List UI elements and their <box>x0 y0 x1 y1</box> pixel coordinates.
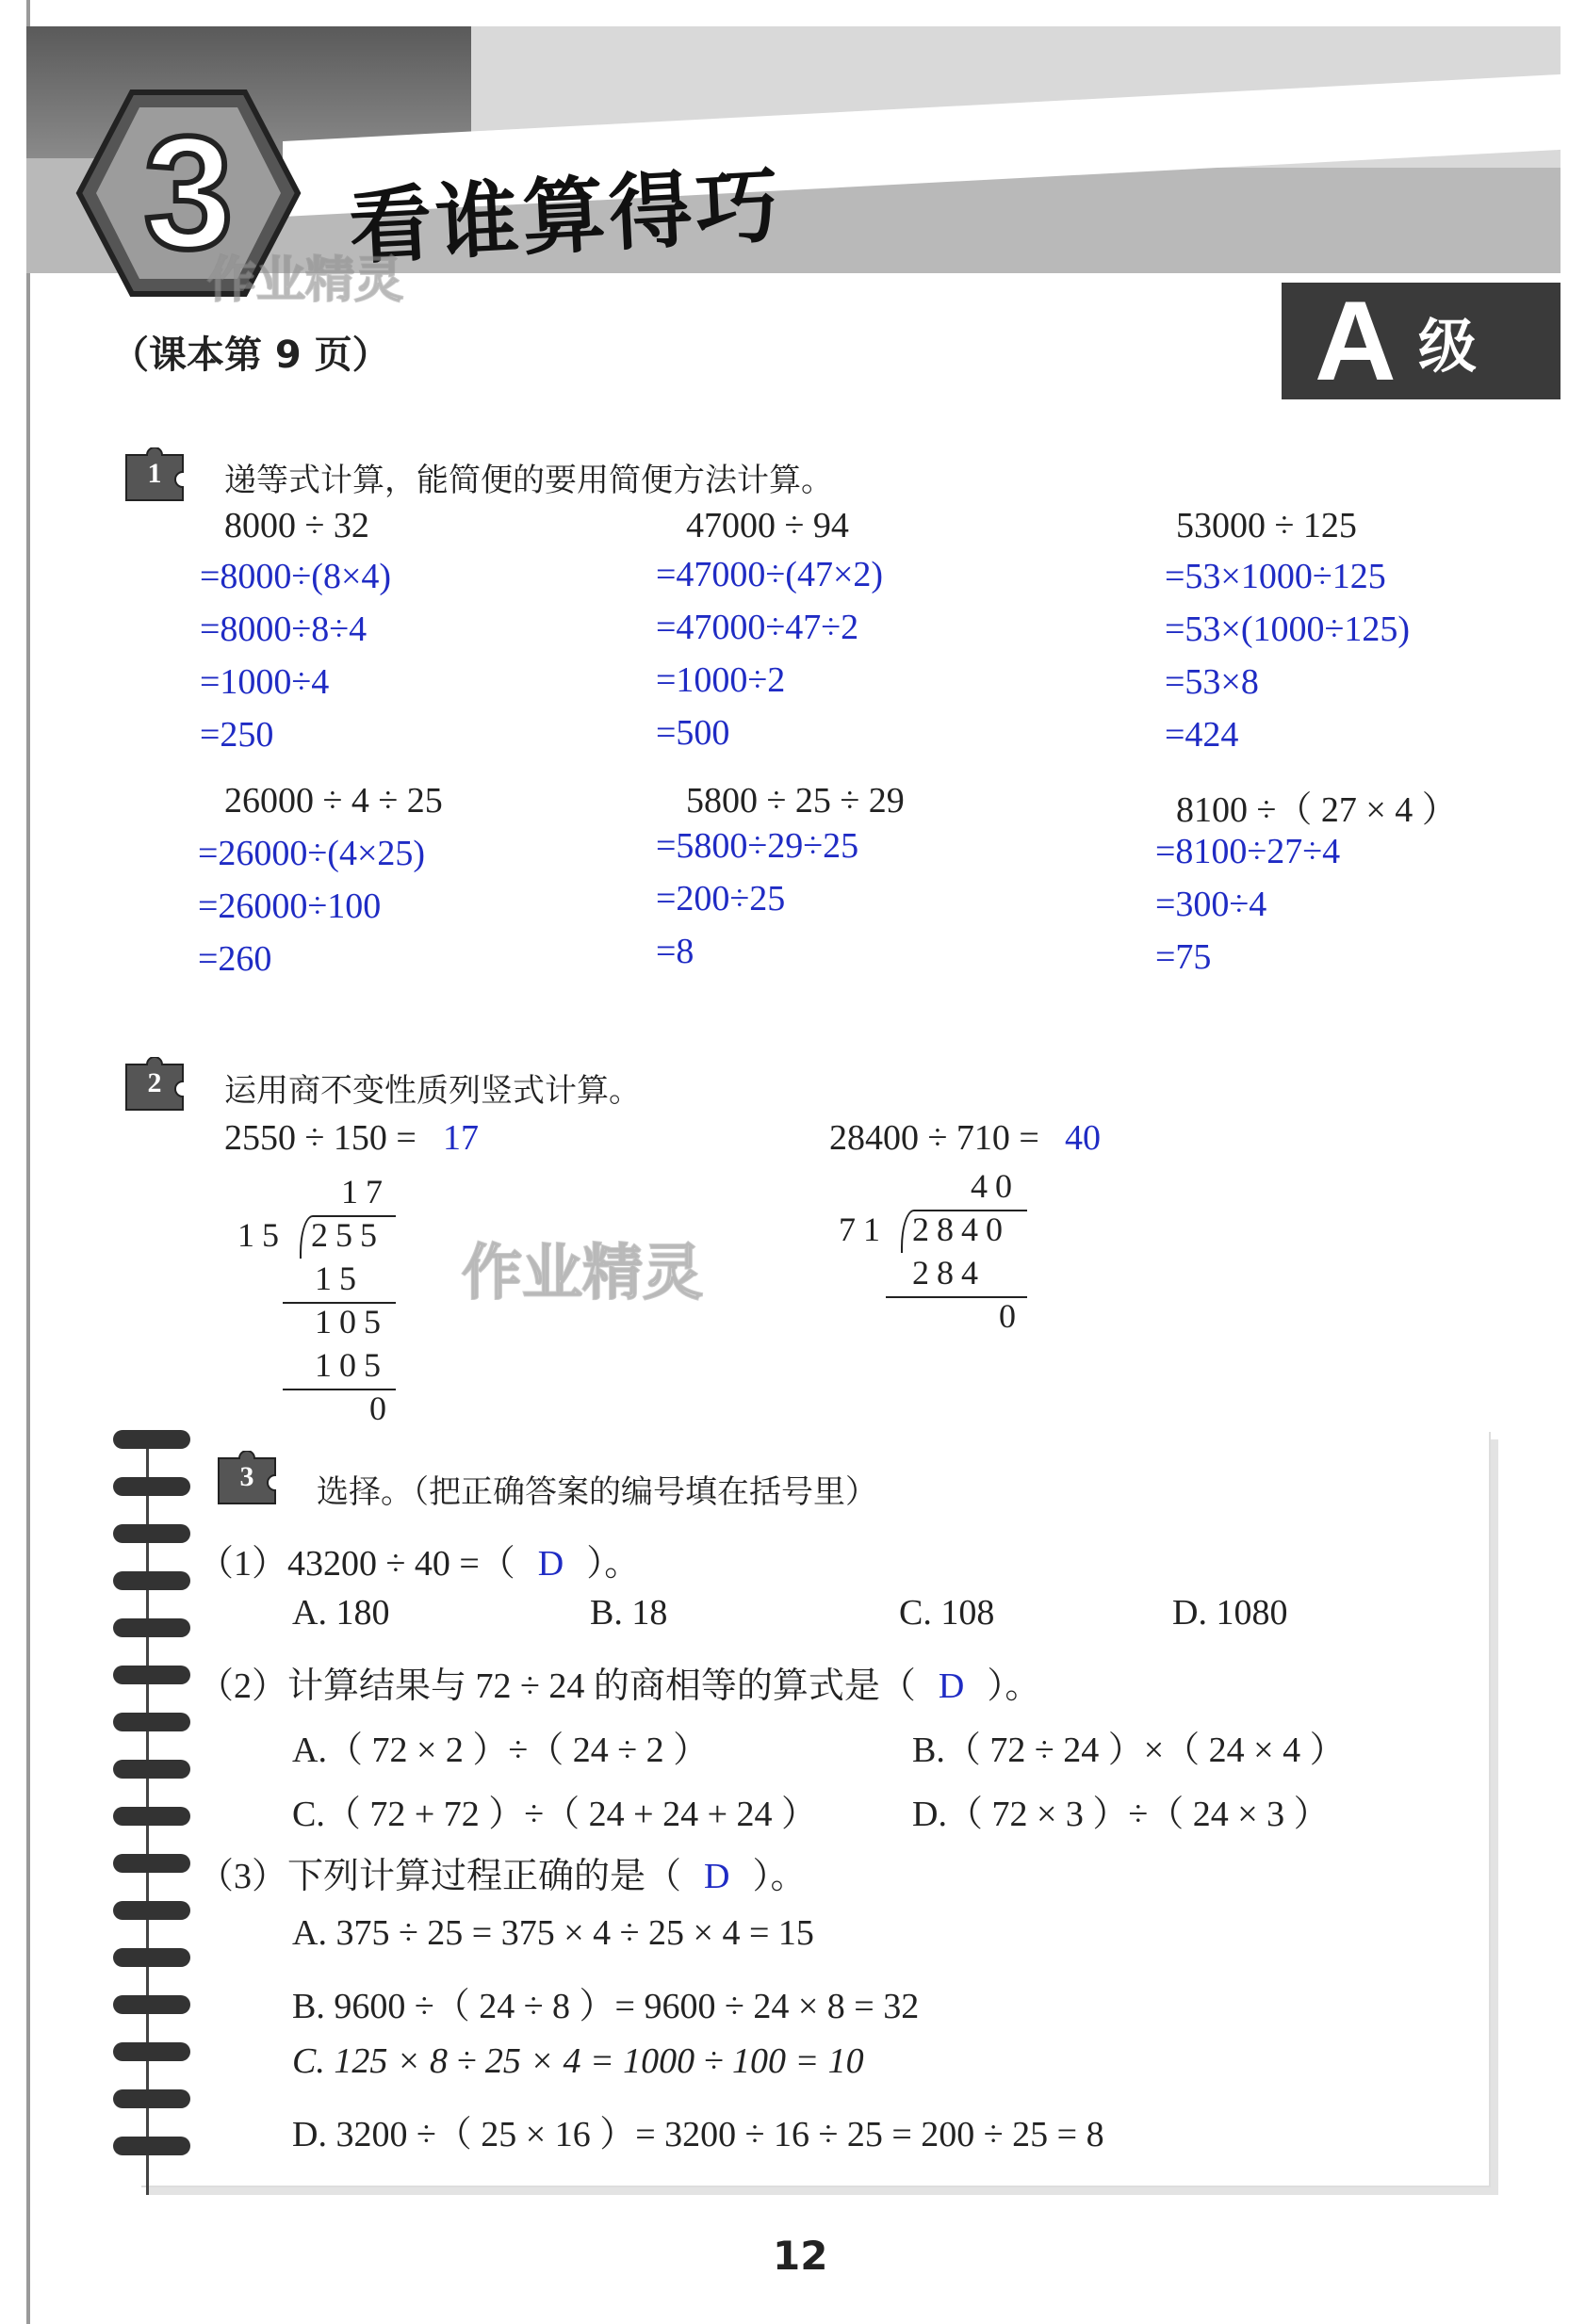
q1-step: =47000÷(47×2) <box>656 555 884 594</box>
level-letter: A <box>1315 278 1397 404</box>
q1-step: =8100÷27÷4 <box>1155 832 1341 871</box>
q2-left-problem: 2550 ÷ 150 = <box>224 1118 417 1158</box>
q2-right-answer: 40 <box>1065 1118 1101 1158</box>
spiral-icon <box>113 2089 190 2108</box>
question-number-1: 1 <box>147 458 162 489</box>
spiral-icon <box>113 1524 190 1543</box>
q3-option: B. 9600 ÷（ 24 ÷ 8 ）= 9600 ÷ 24 × 8 = 32 <box>292 1987 920 2026</box>
q3-item-1-answer: D <box>537 1544 564 1584</box>
q3-option: B. 18 <box>590 1593 668 1633</box>
ld-quotient: 40 <box>971 1167 1020 1205</box>
spiral-icon <box>113 2137 190 2155</box>
spiral-icon <box>113 1430 190 1449</box>
q1-step: =26000÷100 <box>198 886 382 926</box>
question-number-3: 3 <box>239 1461 254 1492</box>
q1-step: =5800÷29÷25 <box>656 826 859 866</box>
q1-problem-4: 26000 ÷ 4 ÷ 25 <box>224 781 443 821</box>
q1-step: =53×8 <box>1165 662 1259 702</box>
ld-dividend: 255 <box>311 1216 384 1254</box>
spiral-icon <box>113 1948 190 1967</box>
spiral-icon <box>113 1666 190 1684</box>
q3-option: A. 375 ÷ 25 = 375 × 4 ÷ 25 × 4 = 15 <box>292 1913 814 1953</box>
question-number-2: 2 <box>147 1067 162 1098</box>
watermark: 作业精灵 <box>462 1239 703 1308</box>
spiral-icon <box>113 1807 190 1826</box>
q1-step: =1000÷4 <box>200 662 330 702</box>
q3-item-2-stem: （2）计算结果与 72 ÷ 24 的商相等的算式是（ D ）。 <box>198 1666 1041 1706</box>
q3-option: D. 1080 <box>1172 1593 1288 1633</box>
spiral-icon <box>113 1571 190 1590</box>
watermark: 作业精灵 <box>207 252 404 309</box>
q1-problem-5: 5800 ÷ 25 ÷ 29 <box>686 781 905 821</box>
q1-step: =26000÷(4×25) <box>198 834 426 873</box>
q1-step: =53×1000÷125 <box>1165 557 1386 596</box>
q1-step: =75 <box>1155 937 1212 977</box>
spiral-icon <box>113 1995 190 2014</box>
q3-option: D. 3200 ÷（ 25 × 16 ）= 3200 ÷ 16 ÷ 25 = 200 ÷ 25 = 8 <box>292 2115 1104 2154</box>
q3-option: B.（ 72 ÷ 24 ）×（ 24 × 4 ） <box>912 1731 1346 1770</box>
ld-divisor: 71 <box>839 1211 888 1248</box>
page-edge <box>26 0 30 2324</box>
q3-option: C. 108 <box>899 1593 995 1633</box>
q1-step: =200÷25 <box>656 879 786 918</box>
ld-row: 0 <box>999 1297 1023 1335</box>
q3-item-1-stem: （1）43200 ÷ 40 =（ D ）。 <box>198 1544 641 1584</box>
q1-instruction: 递等式计算，能简便的要用简便方法计算。 <box>224 462 833 499</box>
q2-instruction: 运用商不变性质列竖式计算。 <box>224 1072 641 1110</box>
spiral-icon <box>113 1477 190 1496</box>
ld-quotient: 17 <box>341 1173 390 1211</box>
page-reference: （课本第 9 页） <box>111 333 390 377</box>
q3-option: A. 180 <box>292 1593 390 1633</box>
q2-right-problem: 28400 ÷ 710 = <box>829 1118 1039 1158</box>
q3-item-3-stem: （3）下列计算过程正确的是（ D ）。 <box>198 1857 807 1896</box>
chapter-number: 3 <box>143 104 234 283</box>
q1-problem-6: 8100 ÷（ 27 × 4 ） <box>1176 790 1458 830</box>
q1-problem-3: 53000 ÷ 125 <box>1176 506 1357 545</box>
q1-step: =8000÷(8×4) <box>200 557 392 596</box>
q3-item-2-answer: D <box>938 1666 965 1706</box>
q3-option: A.（ 72 × 2 ）÷（ 24 ÷ 2 ） <box>292 1731 710 1770</box>
page-number: 12 <box>773 2233 828 2279</box>
q1-step: =1000÷2 <box>656 660 786 700</box>
q1-step: =47000÷47÷2 <box>656 608 859 647</box>
q3-item-3-answer: D <box>704 1857 730 1896</box>
ld-row: 284 <box>912 1254 986 1292</box>
ld-row: 0 <box>369 1390 394 1427</box>
spiral-icon <box>113 1901 190 1920</box>
q3-instruction: 选择。（把正确答案的编号填在括号里） <box>317 1473 877 1511</box>
q1-step: =250 <box>200 715 274 755</box>
q1-step: =500 <box>656 713 730 753</box>
ld-row: 15 <box>315 1260 364 1297</box>
q2-left-answer: 17 <box>443 1118 479 1158</box>
q1-step: =8 <box>656 932 694 971</box>
ld-dividend: 2840 <box>912 1211 1010 1248</box>
level-word: 级 <box>1418 312 1478 381</box>
q1-step: =8000÷8÷4 <box>200 609 368 649</box>
q3-option: C. 125 × 8 ÷ 25 × 4 = 1000 ÷ 100 = 10 <box>292 2041 864 2081</box>
spiral-icon <box>113 2042 190 2061</box>
q1-step: =300÷4 <box>1155 885 1267 924</box>
q3-option: D.（ 72 × 3 ）÷（ 24 × 3 ） <box>912 1795 1330 1834</box>
spiral-icon <box>113 1618 190 1637</box>
q1-problem-2: 47000 ÷ 94 <box>686 506 849 545</box>
q1-step: =53×(1000÷125) <box>1165 609 1411 649</box>
spiral-icon <box>113 1713 190 1731</box>
q1-step: =260 <box>198 939 272 979</box>
ld-divisor: 15 <box>237 1216 286 1254</box>
ld-row: 105 <box>315 1303 388 1341</box>
spiral-icon <box>113 1854 190 1873</box>
q1-step: =424 <box>1165 715 1239 755</box>
q1-problem-1: 8000 ÷ 32 <box>224 506 369 545</box>
chapter-title: 看谁算得巧 <box>346 156 785 276</box>
ld-row: 105 <box>315 1346 388 1384</box>
q3-option: C.（ 72 + 72 ）÷（ 24 + 24 + 24 ） <box>292 1795 817 1834</box>
spiral-icon <box>113 1760 190 1779</box>
